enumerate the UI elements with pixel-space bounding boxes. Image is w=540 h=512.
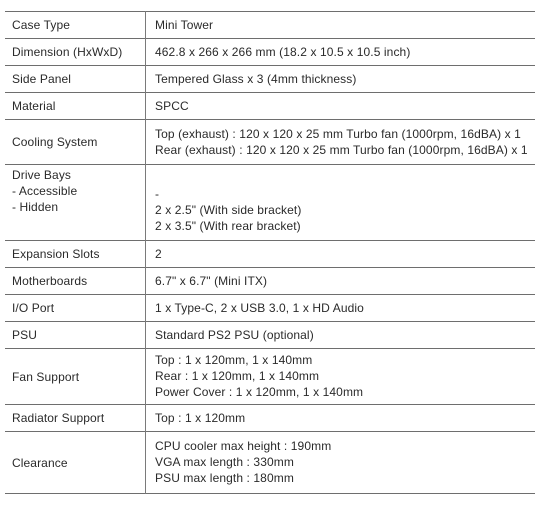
spec-value-text: Tempered Glass x 3 (4mm thickness) bbox=[155, 72, 357, 86]
spec-value-cell bbox=[146, 165, 536, 241]
spec-row bbox=[5, 295, 535, 322]
spec-label-cell bbox=[5, 12, 146, 39]
spec-row bbox=[5, 432, 535, 494]
spec-label-text: I/O Port bbox=[12, 301, 55, 315]
spec-label-text: PSU bbox=[12, 328, 37, 342]
spec-row bbox=[5, 93, 535, 120]
spec-label-cell bbox=[5, 93, 146, 120]
spec-value-text: Standard PS2 PSU (optional) bbox=[155, 328, 314, 342]
spec-row bbox=[5, 322, 535, 349]
spec-value-cell bbox=[146, 241, 536, 268]
spec-label-cell bbox=[5, 165, 146, 241]
spec-label-text: Cooling System bbox=[12, 135, 98, 149]
spec-label-text: - Accessible bbox=[12, 184, 78, 198]
spec-label-cell bbox=[5, 66, 146, 93]
spec-label-text: Expansion Slots bbox=[12, 247, 100, 261]
spec-value-text bbox=[155, 170, 535, 186]
spec-value-text: Top : 1 x 120mm bbox=[155, 411, 246, 425]
spec-value-cell bbox=[146, 120, 536, 165]
spec-value-text: Top : 1 x 120mm, 1 x 140mm bbox=[155, 353, 313, 367]
spec-label-cell bbox=[5, 349, 146, 405]
spec-value-lines bbox=[155, 350, 535, 403]
spec-value-text: 2 x 2.5" (With side bracket) bbox=[155, 203, 302, 217]
spec-value-lines bbox=[155, 124, 535, 161]
spec-value-text: 1 x Type-C, 2 x USB 3.0, 1 x HD Audio bbox=[155, 301, 364, 315]
spec-value-cell bbox=[146, 432, 536, 494]
spec-value-text: Rear (exhaust) : 120 x 120 x 25 mm Turbo fan (1000rpm, 16dBA) x 1 bbox=[155, 142, 528, 157]
spec-value-lines bbox=[155, 168, 535, 237]
spec-value-text: Top (exhaust) : 120 x 120 x 25 mm Turbo fan (1000rpm, 16dBA) x 1 bbox=[155, 126, 521, 141]
spec-label-text: Case Type bbox=[12, 18, 71, 32]
spec-value-cell bbox=[146, 39, 536, 66]
spec-label-cell bbox=[5, 241, 146, 268]
spec-value-text: 6.7" x 6.7" (Mini ITX) bbox=[155, 274, 268, 288]
spec-row bbox=[5, 268, 535, 295]
spec-label-cell bbox=[5, 120, 146, 165]
spec-label-text: Fan Support bbox=[12, 369, 80, 384]
spec-row bbox=[5, 165, 535, 241]
spec-label-cell bbox=[5, 295, 146, 322]
spec-value-text: CPU cooler max height : 190mm bbox=[155, 439, 332, 453]
spec-value-text: 2 bbox=[155, 247, 162, 261]
spec-value-cell bbox=[146, 66, 536, 93]
spec-row bbox=[5, 12, 535, 39]
spec-value-cell bbox=[146, 12, 536, 39]
spec-label-cell bbox=[5, 39, 146, 66]
spec-label-text: Material bbox=[12, 99, 56, 113]
spec-value-cell bbox=[146, 349, 536, 405]
spec-label-text: Motherboards bbox=[12, 274, 88, 288]
spec-value-text: Power Cover : 1 x 120mm, 1 x 140mm bbox=[155, 385, 364, 399]
spec-label-cell bbox=[5, 268, 146, 295]
spec-table bbox=[5, 11, 535, 494]
spec-table-body bbox=[5, 12, 535, 494]
spec-value-cell bbox=[146, 295, 536, 322]
spec-row bbox=[5, 349, 535, 405]
spec-row bbox=[5, 241, 535, 268]
spec-value-text: 462.8 x 266 x 266 mm (18.2 x 10.5 x 10.5 inch) bbox=[155, 45, 411, 59]
spec-value-text: 2 x 3.5" (With rear bracket) bbox=[155, 219, 301, 233]
spec-label-text: Dimension (HxWxD) bbox=[12, 45, 123, 59]
spec-label-cell bbox=[5, 432, 146, 494]
spec-label-text: Drive Bays bbox=[12, 168, 72, 182]
spec-value-lines bbox=[155, 436, 535, 489]
spec-value-text: Mini Tower bbox=[155, 18, 214, 32]
spec-label-text: Radiator Support bbox=[12, 411, 105, 425]
spec-label-cell bbox=[5, 322, 146, 349]
spec-value-text: - bbox=[155, 187, 160, 201]
spec-row bbox=[5, 39, 535, 66]
spec-row bbox=[5, 405, 535, 432]
spec-label-text: Side Panel bbox=[12, 72, 72, 86]
spec-value-text: PSU max length : 180mm bbox=[155, 471, 294, 485]
spec-value-text: Rear : 1 x 120mm, 1 x 140mm bbox=[155, 369, 320, 383]
spec-label-text: Clearance bbox=[12, 455, 68, 470]
spec-value-text: SPCC bbox=[155, 99, 189, 113]
spec-value-cell bbox=[146, 322, 536, 349]
spec-label-text: - Hidden bbox=[12, 200, 59, 214]
spec-value-text: VGA max length : 330mm bbox=[155, 455, 294, 469]
spec-label-cell bbox=[5, 405, 146, 432]
spec-row bbox=[5, 66, 535, 93]
spec-value-cell bbox=[146, 405, 536, 432]
spec-value-cell bbox=[146, 93, 536, 120]
spec-value-cell bbox=[146, 268, 536, 295]
spec-row bbox=[5, 120, 535, 165]
